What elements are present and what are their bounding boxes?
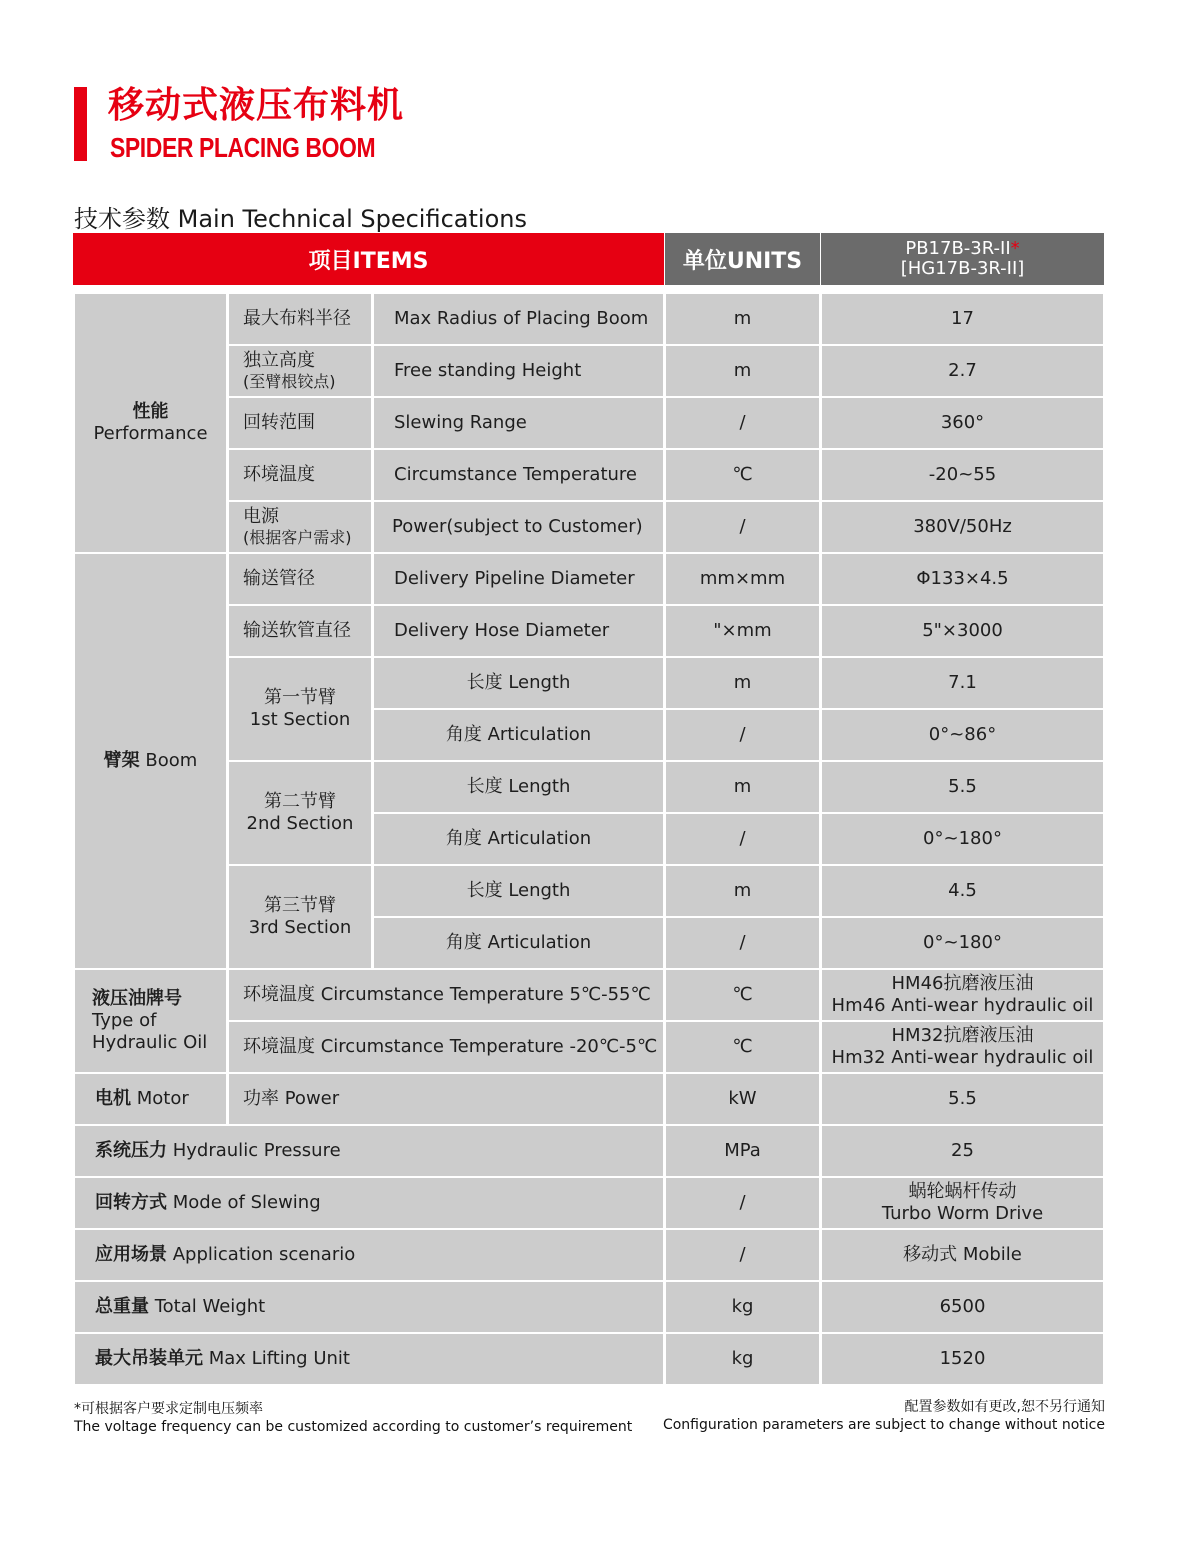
value-text: 5"×3000 — [922, 620, 1003, 641]
label-cn: 应用场景 — [95, 1244, 167, 1265]
oil-row-unit — [666, 1022, 819, 1072]
angle-label: 角度 Articulation — [445, 724, 592, 745]
perf-row-cn — [229, 294, 371, 344]
single-row-unit — [666, 1126, 819, 1176]
model-asterisk: * — [1010, 238, 1020, 259]
unit-text: kg — [731, 1296, 754, 1317]
unit-text: m — [733, 776, 752, 797]
motor-label — [229, 1074, 663, 1124]
boom-row-unit — [666, 554, 819, 604]
group-motor — [75, 1074, 226, 1124]
unit-text: m — [733, 308, 752, 329]
group-oil-en-1: Type of — [92, 1010, 157, 1031]
value-text: -20~55 — [928, 464, 997, 485]
perf-cn-text: 独立高度 — [243, 350, 315, 371]
unit-text: ℃ — [732, 984, 753, 1005]
length-label: 长度 Length — [466, 672, 571, 693]
boom-section-1 — [229, 658, 371, 760]
unit-text: ℃ — [732, 1036, 753, 1057]
value-text: 5.5 — [948, 776, 977, 797]
group-boom-en: Boom — [145, 750, 198, 771]
perf-cn-subtext: (根据客户需求) — [243, 528, 352, 547]
section-length-label — [374, 762, 663, 812]
label-cn: 最大吊装单元 — [95, 1348, 203, 1369]
model-alt-name: [HG17B-3R-II] — [900, 258, 1025, 279]
perf-row-cn — [229, 502, 371, 552]
value-text: 380V/50Hz — [913, 516, 1012, 537]
perf-cn-text: 环境温度 — [243, 464, 315, 485]
footnote-right — [663, 1398, 1105, 1434]
boom-row-unit — [666, 606, 819, 656]
perf-row-value — [822, 346, 1103, 396]
section-en: 1st Section — [249, 709, 351, 730]
perf-en-text: Slewing Range — [394, 412, 527, 433]
value-text: 1520 — [939, 1348, 986, 1369]
footnote-right-en: Configuration parameters are subject to change without notice — [662, 1417, 1105, 1433]
boom-row-cn — [229, 554, 371, 604]
single-row-label — [75, 1334, 663, 1384]
perf-row-en — [374, 450, 663, 500]
header-items — [73, 233, 664, 285]
angle-label: 角度 Articulation — [445, 932, 592, 953]
section-cn: 第二节臂 — [264, 791, 336, 812]
boom-row-en — [374, 554, 663, 604]
footnote-right-cn: 配置参数如有更改,恕不另行通知 — [904, 1399, 1105, 1415]
single-row-unit — [666, 1282, 819, 1332]
section-en: 3rd Section — [248, 917, 352, 938]
oil-row-value — [822, 970, 1103, 1020]
perf-row-cn — [229, 346, 371, 396]
value-text: Φ133×4.5 — [916, 568, 1009, 589]
value-text: 0°~86° — [928, 724, 997, 745]
perf-row-value — [822, 450, 1103, 500]
perf-row-en — [374, 346, 663, 396]
boom-section-3 — [229, 866, 371, 968]
unit-text: / — [739, 828, 746, 849]
perf-en-text: Power(subject to Customer) — [392, 516, 643, 537]
boom-cn-text: 输送软管直径 — [243, 620, 351, 641]
perf-row-value — [822, 398, 1103, 448]
header-units — [665, 233, 820, 285]
group-motor-cn: 电机 — [95, 1088, 131, 1109]
boom-row-value — [822, 606, 1103, 656]
section-length-value — [822, 866, 1103, 916]
group-oil-cn: 液压油牌号 — [92, 988, 182, 1009]
label-en: Mode of Slewing — [172, 1192, 321, 1213]
label-en: Hydraulic Pressure — [172, 1140, 341, 1161]
section-length-value — [822, 658, 1103, 708]
model-name: PB17B-3R-II — [905, 238, 1011, 259]
unit-text: "×mm — [713, 620, 772, 641]
perf-row-en — [374, 502, 663, 552]
section-length-value — [822, 762, 1103, 812]
unit-text: m — [733, 672, 752, 693]
value-text: 2.7 — [948, 360, 977, 381]
value-text: 移动式 Mobile — [903, 1244, 1022, 1265]
value-text-cn: HM46抗磨液压油 — [891, 973, 1034, 994]
single-row-unit — [666, 1178, 819, 1228]
single-row-label — [75, 1230, 663, 1280]
unit-text: m — [733, 880, 752, 901]
unit-text: / — [739, 1244, 746, 1265]
section-angle-value — [822, 814, 1103, 864]
angle-label: 角度 Articulation — [445, 828, 592, 849]
unit-text: mm×mm — [699, 568, 786, 589]
value-text: 5.5 — [948, 1088, 977, 1109]
single-row-value — [822, 1126, 1103, 1176]
motor-label-text: 功率 Power — [243, 1088, 340, 1109]
value-text: 0°~180° — [923, 932, 1002, 953]
unit-text: / — [739, 932, 746, 953]
group-performance-cn: 性能 — [132, 401, 169, 422]
header-items-label: 项目ITEMS — [308, 248, 429, 274]
section-length-unit — [666, 762, 819, 812]
value-text: 4.5 — [948, 880, 977, 901]
group-boom — [75, 554, 226, 968]
footnote-left — [74, 1400, 632, 1436]
oil-row-value — [822, 1022, 1103, 1072]
single-row-label — [75, 1282, 663, 1332]
value-text: 360° — [940, 412, 985, 433]
section-cn: 第三节臂 — [264, 895, 336, 916]
value-text: 7.1 — [948, 672, 977, 693]
label-cn: 系统压力 — [95, 1140, 167, 1161]
unit-text: m — [733, 360, 752, 381]
length-label: 长度 Length — [466, 776, 571, 797]
unit-text: / — [739, 724, 746, 745]
boom-row-en — [374, 606, 663, 656]
section-angle-label — [374, 918, 663, 968]
oil-row-label — [229, 1022, 663, 1072]
perf-cn-text: 电源 — [243, 506, 279, 527]
label-cn: 总重量 — [95, 1296, 149, 1317]
value-text-en: Hm32 Anti-wear hydraulic oil — [831, 1047, 1094, 1068]
section-en: 2nd Section — [246, 813, 354, 834]
value-text: 17 — [951, 308, 974, 329]
page-title-en: SPIDER PLACING BOOM — [110, 132, 376, 163]
perf-row-unit — [666, 398, 819, 448]
section-cn: 第一节臂 — [264, 687, 336, 708]
value-text-en: Turbo Worm Drive — [881, 1203, 1044, 1224]
group-oil-en-2: Hydraulic Oil — [92, 1032, 208, 1053]
section-angle-value — [822, 918, 1103, 968]
page-title-cn: 移动式液压布料机 — [108, 85, 405, 126]
group-motor-en: Motor — [136, 1088, 189, 1109]
header-model — [821, 233, 1104, 285]
perf-cn-text: 回转范围 — [243, 412, 315, 433]
section-angle-label — [374, 814, 663, 864]
unit-text: MPa — [724, 1140, 761, 1161]
unit-text: kg — [731, 1348, 754, 1369]
perf-row-cn — [229, 450, 371, 500]
perf-row-en — [374, 398, 663, 448]
value-text: 25 — [951, 1140, 974, 1161]
value-text-cn: 蜗轮蜗杆传动 — [908, 1181, 1017, 1202]
boom-en-text: Delivery Pipeline Diameter — [394, 568, 635, 589]
single-row-label — [75, 1178, 663, 1228]
perf-row-unit — [666, 294, 819, 344]
title-accent-bar — [74, 87, 87, 161]
unit-text: / — [739, 412, 746, 433]
perf-row-value — [822, 294, 1103, 344]
value-text: 0°~180° — [923, 828, 1002, 849]
label-en: Max Lifting Unit — [208, 1348, 350, 1369]
perf-row-cn — [229, 398, 371, 448]
section-length-unit — [666, 658, 819, 708]
perf-row-en — [374, 294, 663, 344]
perf-cn-subtext: (至臂根铰点) — [243, 372, 336, 391]
perf-en-text: Circumstance Temperature — [394, 464, 637, 485]
section-angle-unit — [666, 814, 819, 864]
perf-row-value — [822, 502, 1103, 552]
unit-text: / — [739, 1192, 746, 1213]
oil-row-unit — [666, 970, 819, 1020]
value-text-en: Hm46 Anti-wear hydraulic oil — [831, 995, 1094, 1016]
group-performance — [75, 294, 226, 552]
section-title: 技术参数 Main Technical Specifications — [74, 205, 527, 233]
unit-text: kW — [728, 1088, 757, 1109]
oil-row-label — [229, 970, 663, 1020]
group-oil — [75, 970, 226, 1072]
motor-value — [822, 1074, 1103, 1124]
single-row-value — [822, 1178, 1103, 1228]
section-angle-unit — [666, 710, 819, 760]
group-performance-en: Performance — [93, 423, 208, 444]
boom-row-value — [822, 554, 1103, 604]
value-text-cn: HM32抗磨液压油 — [891, 1025, 1034, 1046]
section-angle-unit — [666, 918, 819, 968]
length-label: 长度 Length — [466, 880, 571, 901]
value-text: 6500 — [939, 1296, 986, 1317]
label-cn: 回转方式 — [95, 1192, 167, 1213]
oil-label-text: 环境温度 Circumstance Temperature 5℃-55℃ — [243, 984, 651, 1005]
unit-text: / — [739, 516, 746, 537]
perf-en-text: Max Radius of Placing Boom — [394, 308, 649, 329]
section-angle-label — [374, 710, 663, 760]
footnote-left-en: The voltage frequency can be customized according to customer’s requirement — [74, 1419, 633, 1435]
perf-en-text: Free standing Height — [394, 360, 582, 381]
footnote-left-cn: *可根据客户要求定制电压频率 — [74, 1401, 263, 1417]
boom-cn-text: 输送管径 — [243, 568, 315, 589]
boom-en-text: Delivery Hose Diameter — [394, 620, 610, 641]
section-angle-value — [822, 710, 1103, 760]
oil-label-text: 环境温度 Circumstance Temperature -20℃-5℃ — [243, 1036, 658, 1057]
unit-text: ℃ — [732, 464, 753, 485]
single-row-value — [822, 1230, 1103, 1280]
boom-section-2 — [229, 762, 371, 864]
label-en: Application scenario — [172, 1244, 356, 1265]
single-row-value — [822, 1334, 1103, 1384]
single-row-unit — [666, 1230, 819, 1280]
single-row-value — [822, 1282, 1103, 1332]
single-row-unit — [666, 1334, 819, 1384]
perf-row-unit — [666, 502, 819, 552]
group-boom-cn: 臂架 — [103, 750, 140, 771]
boom-row-cn — [229, 606, 371, 656]
perf-cn-text: 最大布料半径 — [243, 308, 351, 329]
header-units-label: 单位UNITS — [682, 248, 803, 274]
section-length-unit — [666, 866, 819, 916]
section-length-label — [374, 866, 663, 916]
single-row-label — [75, 1126, 663, 1176]
section-length-label — [374, 658, 663, 708]
label-en: Total Weight — [154, 1296, 266, 1317]
perf-row-unit — [666, 450, 819, 500]
motor-unit — [666, 1074, 819, 1124]
perf-row-unit — [666, 346, 819, 396]
